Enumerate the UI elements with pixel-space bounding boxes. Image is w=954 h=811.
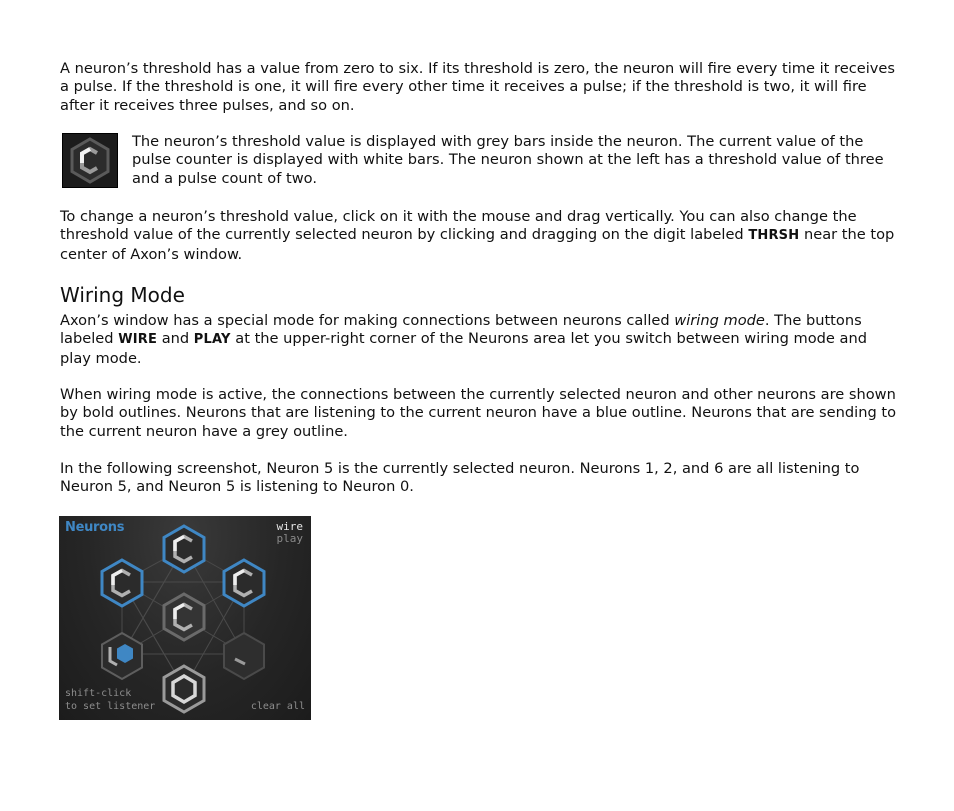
paragraph-change-threshold bbox=[60, 208, 900, 264]
neuron-thumbnail-image bbox=[62, 133, 118, 188]
neuron-lower-right[interactable] bbox=[224, 633, 264, 679]
hint-text-line1: shift-click bbox=[65, 688, 132, 699]
clear-all-button[interactable]: clear all bbox=[250, 701, 305, 712]
text-span: and bbox=[157, 330, 194, 348]
neuron-bottom-sender[interactable] bbox=[164, 666, 204, 712]
thrsh-keyword: THRSH bbox=[748, 228, 800, 244]
hint-text-line2: to set listener bbox=[65, 701, 156, 712]
text-span: . The buttons labeled bbox=[60, 312, 862, 348]
text-span: Axon’s window has a special mode for making connections between neurons called bbox=[60, 312, 675, 329]
paragraph-screenshot-description: In the following screenshot, Neuron 5 is the currently selected neuron. Neurons 1, 2, and 6 are all listening to Neuron 5, and Neuron 5 is listening to Neuron 0. bbox=[60, 460, 860, 496]
paragraph-outlines: When wiring mode is active, the connections between the currently selected neuron and other neurons are shown by bold outlines. Neurons that are listening to the current neuron have a blue outline. Neurons that are sending to the current neuron have a grey outline. bbox=[60, 386, 897, 440]
wiring-mode-emphasis: wiring mode bbox=[674, 312, 765, 329]
paragraph-threshold-intro: A neuron’s threshold has a value from zero to six. If its threshold is zero, the neuron will fire every time it receives a pulse. If the threshold is one, it will fire every other time it receives a pulse; if the threshold is two, it will fire after it receives three pulses, and so on. bbox=[60, 60, 895, 114]
threshold-figure bbox=[60, 133, 900, 189]
neuron-upper-right-listener[interactable] bbox=[224, 560, 264, 606]
text-span: near the top center of Axon’s window. bbox=[60, 226, 895, 263]
neuron-lower-left-sender[interactable] bbox=[102, 633, 142, 679]
panel-title: Neurons bbox=[65, 520, 125, 535]
text-span: To change a neuron’s threshold value, click on it with the mouse and drag vertically. You can also change the threshold value of the currently selected neuron by clicking and dragging on the digit labeled bbox=[60, 208, 857, 244]
wire-keyword: WIRE bbox=[118, 332, 158, 348]
neurons-panel-screenshot bbox=[59, 516, 311, 720]
neuron-center-selected[interactable] bbox=[164, 594, 204, 640]
section-heading-wiring-mode: Wiring Mode bbox=[60, 283, 185, 307]
figure-caption: The neuron’s threshold value is displayed with grey bars inside the neuron. The current value of the pulse counter is displayed with white bars. The neuron shown at the left has a threshold value of three and a pulse count of two. bbox=[132, 133, 884, 187]
play-mode-button[interactable]: play bbox=[276, 532, 303, 545]
neuron-upper-left-listener[interactable] bbox=[102, 560, 142, 606]
wire-mode-button[interactable]: wire bbox=[276, 520, 303, 533]
neuron-top-listener[interactable] bbox=[164, 526, 204, 572]
play-keyword: PLAY bbox=[193, 332, 231, 348]
paragraph-wiring-mode bbox=[60, 312, 900, 368]
text-span: at the upper-right corner of the Neurons area let you switch between wiring mode and play mode. bbox=[60, 330, 867, 367]
